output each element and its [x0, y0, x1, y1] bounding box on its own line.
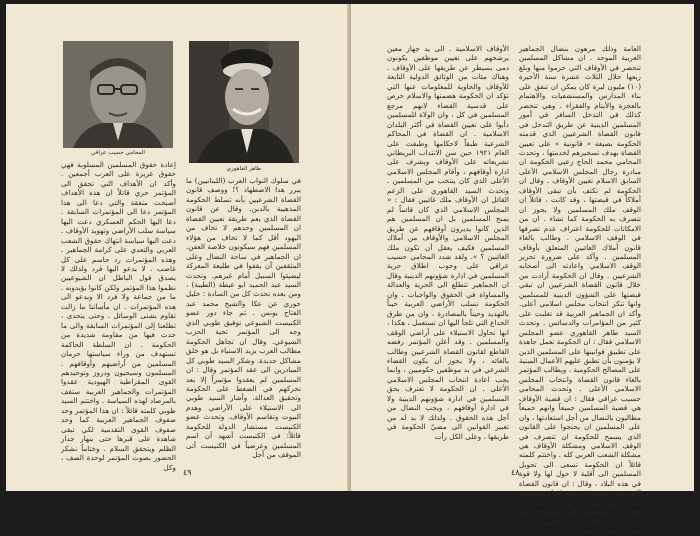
portrait-photo-left — [63, 41, 173, 148]
portrait-caption-left: المحامي حسيب عراقي — [91, 150, 145, 156]
right-page-column-right-text: العامة وذلك مرهون بنضال الجماهير العربية الموحد . ان مشاكل المسلمين تنحصر في الأوقاف التي حرموا منها وبلغ ريعها خلال الثلاث عشرة سنة الأخيرة (١٠) مليون ليرة كان يمكن ان تنفق على بناء المدارس والمستشفيات والاهتمام بالعجزة والأيتام والفقراء . وهي تنحصر كذلك في التدخل السافر في أمور المسلمين الدينية عن طريق التدخل في قانون القضاة الشرعيين الذي قدمته الحكومة بصيغة « قانونية » على تعيين القضاة بهدف تسخيرهم لخدمتها ، وتحدث المحامي محمد الحاج زعبي الحكومة ان مبادرة رجال المجلس الاسلامي الأعلى السابق الاسلام تعيين الأوقاف . وقال ان الحكومة لم تكتف بأن تبقى الأوقاف أملاكاً في قبضتها ، وقد كانت ، قائلاً ان الوقف ملك المسلمين ولا يجوز ان تتصرف به الحكومة كما تشاء . ان من الامكانات للحكومة اعتراف عدم تصرفها في الوقف الاسلامي . وطالب بالغاء قانون أملاك الغائبين المتعلق بأوقاف المسلمين . وأكد على ضرورة تحرير الوقف الاسلامي واعادته الى أصحابه الشرعيين . وقال ان الحكومة أرادت من خلال قانون القضاة الشرعيين ان تبقي قبضتها على الشؤون الدينية للمسلمين وانها تنكر انتخاب مجلس اسلامي أعلى. وأكد ان الجماهير العربية قد تغلبت على كثير من المؤامرات والدسائس . وتحدث السيد طاهر القاهوري عضو المجلس الاسلامي فقال : ان الحكومة تعمل جاهدة على تطبيق قوانينها على المسلمين الذين لا يؤمنون بأن تطبق عليهم الأعمال المبنية على المصالح الحكومية ، ويطالب المؤتمر بالغاء قانون القضاة وانتخاب المجلس الاسلامي الأعلى . وتحدث المحامي حسيب عراقي فقال : ان قضية الأوقاف هي قضية المسلمين جميعاً وانهم جميعاً مطالبون بالنضال من أجل استعادتها ، وان على المسلمين ان يحتجوا على القانون الذي يسمح للحكومة ان تتصرف في الوقف الاسلامي ومشكلة الأوقاف هي مشكلة الشعب العربي كله . واختتم كلمته قائلاً ان الحكومة تسعى الى تحويل المسلمين الى أقلية لا حول لها ولا قوة في هذه البلاد ، وقال : ان قانون القضاة الشرعيين يستهدف تعيين قضاة يخضعون لها ولا حول لهم ولا قوة ، لا يحترمون الشريعة ، ويعملون على ارضائها لا على ارضاء الله ، وقال ان هذا القانون مخالف للشرع وتعيين القضاة — [518, 44, 641, 536]
page-number-right: ٤٨ — [511, 468, 520, 477]
right-page — [351, 4, 694, 536]
right-page-column-right — [518, 44, 641, 536]
left-page-column-left — [61, 160, 176, 472]
portrait-man-glasses-image — [63, 41, 173, 148]
portrait-man-turban-image — [189, 41, 299, 163]
portrait-caption-right: طاهر القاهوري — [226, 166, 262, 172]
portrait-photo-right — [189, 41, 299, 163]
book-spread — [6, 4, 694, 536]
page-number-left: ٤٩ — [183, 468, 192, 477]
left-page-column-left-text: إعادة حقوق المسلمين المسلوبة فهي حقوق عزيزة على العرب أجمعين . وأكد ان الأهداف التي تحقق الى المؤتمر حري قاتلاً ان هذه الأهداف أصبحت متفقة والتي دعا الى هذا المؤتمر دعا الى المؤتمرات السابقة . دعا اليها الحكم العسكري دعت اليها سياسة سلب الأراضي وتهويد الأوقاف . دعت اليها سياسة انتهاك حقوق الشعب العربي والتعدي على كرامة الجماهير . وهذه المؤتمرات رد حاسم على كل غاصب . لا يدعو اليها فرد ولذلك لا يصدق قول الباطل ان الشيوعيين نظموا هذا المؤتمر ولكن كانوا يؤيدونه . ما من جماعة ولا فرد الا ويدعو الى هذه المؤتمرات . ان مأساتنا ما زالت تقاوم بشتى الوسائل . وحتى يتحدى ، تطلعنا إلى المؤتمرات السابقة والى ما حدث فيها من مقاومة شديدة من الحكومة . ان السلطة الحاكمة تستهدف من وراء سياستها حرمان المسلمين من أراضيهم وأوقافهم . المسلمون وسيحيون ودروز وتوحيدهم القوى المقراطية الهيودية عقدوا المؤتمرات والجماهير العربية ستقف بالمرصاد لهذه السياسة . واختتم السيد طوبي كلمته قائلاً : ان هذا المؤتمر وحد صفوف الجماهير العربية كما وحد صفوف القوى التقدمية لكي تبقى شاهدة على قبرها حتى ينهار جدار الظلم ويتحقق السلام . وختاماً نشكر الحضور بصوت المؤتمر لوحدة الصف ، وكل — [61, 160, 176, 472]
left-page-column-right-text: في سلوك النواب العرب (اللبنانيين) ما يبرر هذا الاضطهاد ؟! ووصف قانون القضاة الشرعيين بأنه تسلط الحكومة المذهبية بالدين. وقال عن قانون القضاة الذي يعم طريقة تعيين القضاة ان المسلمين وحدهم لا تخاف من اليهود أقل كما لا تخاف من هؤلاء المسلمين فهم سيكونون خلاصة العفن. ان الجماهير في ساحة النضال وعلى المثقفين أن يقفوا في طليعة المعركة ليضيئوا السبيل أمام غيرهم. وتحدث السيد عبد الحميد ابو عيطة (الطيبة) ، ومن بعده تحدث كل من السادة : خليل خوري عن عكا والشيخ محمد عبد الفتاح يونس . ثم جاء دور عضو الكنيست الشيوعي توفيق طوبي الذي وجه الى المؤتمر تحية الحزب الشيوعي. وقال ان تجاهل الحكومة مطالب العرب يزيد الاستياء بل هو خلق مشاكل جديدة. وشكر السيد طوبي كل المبادرين الى عقد المؤتمر وقال : ان المسلمين لم يعقدوا مؤتمراً إلا بعد تحركهم في الضغط على الحكومة وتحقيق العدالة. وأشار السيد طوبي الى الاستيلاء على الأراضي وهدم البيوت وتقاسم الأوقاف. وتحدث عضو الكنيست مستشار الدولة للحكومة قائلاً: في الكنيست أشهد أن اسم المسلمين وعرضياً في الكنيست أتى الموقف من أجل — [186, 176, 301, 460]
right-page-column-left — [387, 44, 509, 450]
left-page-column-right — [186, 176, 301, 460]
right-page-column-left-text: الأوقاف الاسلامية . الى يد جهاز معين يرشحهم على تعيين موظفين يكونون دمى يسيطر عن طريقها على الأوقاف . وهناك مئات من الوثائق الدولية التابعة للأوقاف والحاوية للمعلومات عنها التي تؤكد ان الحكومة هضمتها والاسلام حرص على قدسية القضاء لانهم مرجع المسلمين في كل ، وان الولاة للمسلمين دأبوا على تعيين القضاة في أكثر البلدان الاسلامية . ان القضاة في المحاكم الشرعية طبقاً لاحكامها وطبقت على العام ١٩٢١ حين سن الانتداب البريطاني تشريعاته على الأوقاف ويشرف على ادارة أوقافهم ، وأقام المجلس الاسلامي الأعلى الذي كان ينتخب من المسلمين . وتحدث السيد القاهوري على الزعم القائل ان الأوقاف ملك غائبين فقال : « المجلس الاسلامي الذي كان قائماً لم يمنح المسلمين بل ان المسلمين هم الذين كانوا يديرون أوقافهم عن طريق المجلس الاسلامي والأوقاف من أملاك المسلمين فكيف يعقل أن تكون ملك الغائبين ؟ ». ولقد شدد المحامي حسيب عراقي على وجوب اطلاق حرية المسلمين في ادارة شؤونهم الدينية وقال ان الجماهير تتطلع الى الحرية والعدالة والمساواة في الحقوق والواجبات . وان الحكومة تسلب الأراضي العربية حيناً بالتهديد وحيناً بالمصادرة ، وان من طرق الخداع التي تلجأ اليها ان تستعمل ، هكذا ، انها تحاول الاستيلاء على أراضي الوقف والمسلمين . وقد أعلن المؤتمر رفضه القاطع لقانون القضاة الشرعيين وطالب بالغائه ، ولا يجوز أن يكون القضاء الشرعي في يد موظفين حكوميين ، وانما يجب اعادة انتخاب المجلس الاسلامي الأعلى . ان الحكومة لا تعترف بحق المسلمين في ادارة شؤونهم الدينية ولا في ادارة أوقافهم ، ويجب النضال من أجل هذه الحقوق . ولذلك لا بد له من تغيير القوانين الى مضيّ الحكومة في طريقها ، وعلى الكل رأت — [387, 44, 509, 441]
left-page — [6, 4, 349, 491]
